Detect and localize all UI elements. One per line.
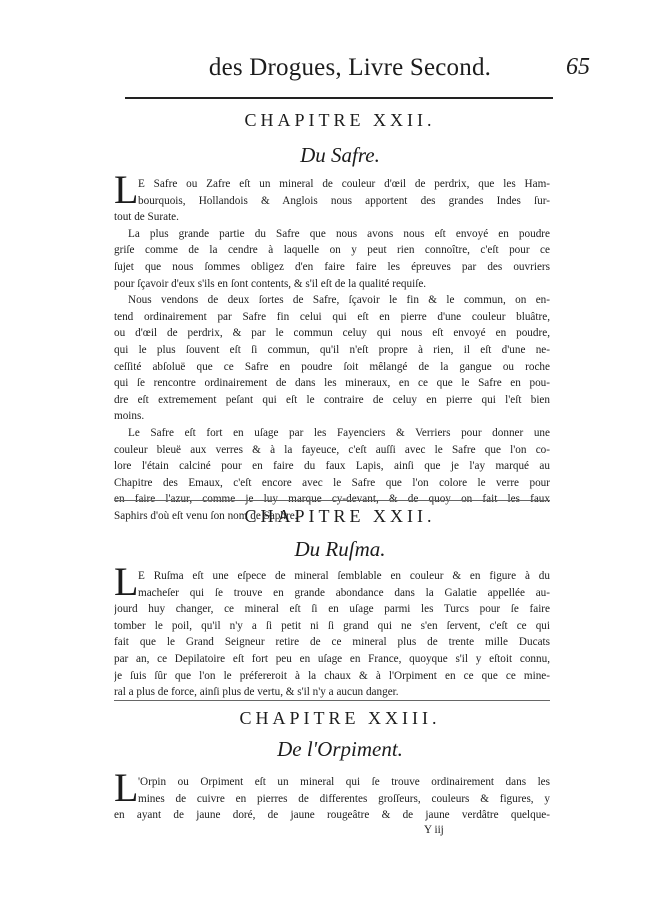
chapter-heading-3: CHAPITRE XXIII. bbox=[239, 708, 441, 728]
text-line: Saphirs d'où eſt venu ſon nom de Saphre. bbox=[114, 509, 298, 522]
text-line: tout de Surate. bbox=[114, 211, 179, 224]
text-line: qui ſe rencontre ordinairement de dans les mineraux, en ce que le Safre en pou- bbox=[114, 377, 550, 390]
text-line: fait que le Grand Seigneur retire de ce mineral plus de trente mille Ducats bbox=[114, 636, 550, 649]
text-line: en ayant de jaune doré, de jaune rougeâtre & de jaune verdâtre quelque- bbox=[114, 809, 550, 822]
text-line: Nous vendons de deux ſortes de Safre, ſçavoir le fin & le commun, on en- bbox=[128, 294, 550, 307]
text-line: par an, ce Depilatoire eſt fort peu en uſage en France, quoyque s'il y eſtoit connu, bbox=[114, 652, 550, 665]
text-line: bourquois, Hollandois & Anglois nous apportent des grandes Indes ſur- bbox=[138, 194, 550, 207]
text-line: mines de cuivre en pierres de differentes groſſeurs, couleurs & figures, y bbox=[138, 792, 550, 805]
drop-cap-1: L bbox=[114, 167, 139, 212]
text-line: couleur bleuë aux verres & à la fayeuce, c'eſt auſſi avec le Safre que l'on co- bbox=[114, 443, 550, 456]
chapter-text-3 bbox=[114, 774, 550, 824]
page-number: 65 bbox=[566, 54, 590, 80]
section-divider bbox=[114, 500, 550, 501]
chapter-title-2: Du Ruſma. bbox=[294, 537, 386, 561]
chapter-text-2 bbox=[114, 568, 550, 701]
text-line: macheſer qui ſe trouve en grande abondance dans la Galatie appellée au- bbox=[138, 586, 550, 599]
text-line: griſe comme de la cendre à laquelle on y peut rien connoître, c'eſt pour ce bbox=[114, 244, 550, 257]
text-line: ral a plus de force, ainſi plus de vertu, & s'il n'y a aucun danger. bbox=[114, 686, 399, 699]
chapter-heading-1: CHAPITRE XXII. bbox=[244, 110, 436, 130]
text-line: La plus grande partie du Safre que nous avons nous eſt envoyé en poudre bbox=[128, 227, 550, 240]
text-line: E Safre ou Zafre eſt un mineral de couleur d'œil de perdrix, que les Ham- bbox=[138, 178, 550, 190]
running-title: des Drogues, Livre Second. bbox=[208, 54, 492, 81]
text-line: tomber le poil, qu'il n'y a ſi petit ni ſi grand qui ne s'en ſervent, c'eſt ce qui bbox=[114, 619, 550, 632]
header-rule bbox=[125, 97, 553, 99]
chapter-heading-2: CHAPITRE XXII. bbox=[244, 506, 436, 526]
chapter-title-1: Du Safre. bbox=[300, 143, 380, 167]
text-line: 'Orpin ou Orpiment eſt un mineral qui ſe trouve ordinairement dans les bbox=[138, 776, 550, 788]
text-line: moins. bbox=[114, 410, 145, 423]
text-line: qui le plus ſouvent eſt ſi commun, qu'il n'eſt propre à rien, il eſt d'une ne- bbox=[114, 343, 550, 356]
text-line: Chapitre des Emaux, c'eſt encore avec le Safre que l'on colore le verre pour bbox=[114, 476, 550, 489]
signature-mark: Y iij bbox=[424, 824, 444, 836]
text-line: ceſſité abſoluë que ce Safre en poudre ſoit mêlangé de la gangue ou roche bbox=[114, 360, 550, 373]
drop-cap-2: L bbox=[114, 559, 139, 604]
text-line: dre eſt extremement peſant qui eſt le contraire de celuy en pierre qui l'eſt bien bbox=[114, 393, 550, 406]
drop-cap-3: L bbox=[114, 765, 139, 810]
chapter-text-1 bbox=[114, 176, 550, 524]
text-line: Le Safre eſt fort en uſage par les Fayenciers & Verriers pour donner une bbox=[128, 426, 550, 439]
text-line: pour ſçavoir d'eux s'ils en ſont contents, & s'il eſt de la qualité requiſe. bbox=[114, 277, 427, 290]
text-line: ou d'œil de perdrix, & par le commun celuy qui nous eſt envoyé en poudre, bbox=[114, 327, 550, 340]
text-line: jourd huy changer, ce mineral eſt ſi en uſage parmi les Turcs pour ſe faire bbox=[114, 603, 550, 616]
text-line: lore l'étain calciné pour en faire du faux Lapis, ainſi que je l'ay marqué au bbox=[114, 460, 550, 473]
text-line: en faire l'azur, comme je luy marque cy-devant, & de quoy on fait les faux bbox=[114, 493, 550, 506]
text-line: E Ruſma eſt une eſpece de mineral ſemblable en couleur & en figure à du bbox=[138, 570, 550, 582]
text-line: je ſuis ſûr que l'on le préfereroit à la chaux & à l'Orpiment en ce que ce mine- bbox=[114, 669, 550, 682]
section-divider bbox=[114, 700, 550, 701]
chapter-title-3: De l'Orpiment. bbox=[277, 737, 403, 761]
text-line: ſujet que nous ſommes obligez d'en faire faire les épreuves par des ouvriers bbox=[114, 260, 550, 273]
text-line: tend ordinairement par Safre fin celui qui eſt en pierre d'une couleur bluâtre, bbox=[114, 310, 550, 323]
